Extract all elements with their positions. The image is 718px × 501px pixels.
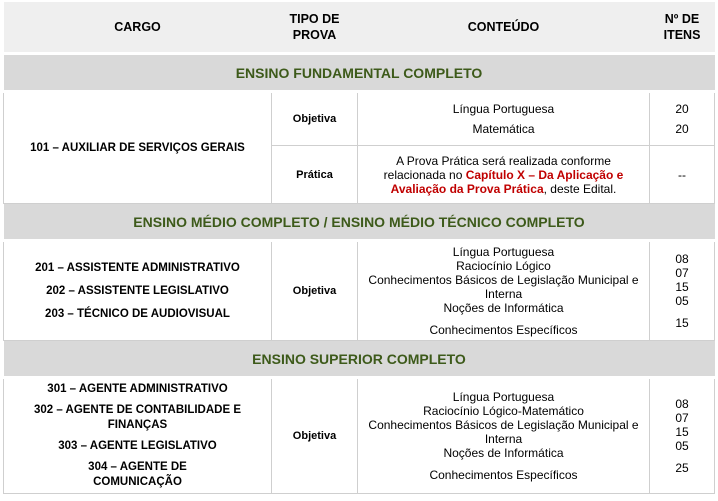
cargo-item: 303 – AGENTE LEGISLATIVO [58,440,217,452]
cargo-item: 301 – AGENTE ADMINISTRATIVO [47,383,228,395]
conteudo-item: Língua Portuguesa [452,245,555,259]
itens-value: 20 [675,102,689,116]
section-title-superior: ENSINO SUPERIOR COMPLETO [4,341,715,378]
itens-value: 08 [675,397,689,411]
tipo-objetiva-cell: Objetiva [272,92,358,146]
header-num-itens [650,2,715,54]
itens-value: 05 [675,439,689,453]
header-tipo-line2: PROVA [292,28,337,42]
itens-cell [650,378,715,494]
cargo-item: 203 – TÉCNICO DE AUDIOVISUAL [45,307,230,320]
conteudo-cell [358,92,650,146]
conteudo-item: Língua Portuguesa [452,102,555,116]
cargo-cell [4,378,272,494]
section-header-fundamental [4,54,715,92]
cargo-item: 101 – AUXILIAR DE SERVIÇOS GERAIS [30,141,245,154]
section-header-superior [4,341,715,378]
itens-cell [650,92,715,146]
section-header-medio [4,204,715,241]
itens-value: 15 [675,316,689,330]
tipo-objetiva-cell: Objetiva [272,378,358,494]
table-header-row [4,2,715,54]
pratica-itens: -- [650,146,715,204]
itens-value: 15 [675,280,689,294]
section-title-fundamental: ENSINO FUNDAMENTAL COMPLETO [4,54,715,92]
tipo-objetiva-cell: Objetiva [272,241,358,341]
itens-value: 15 [675,425,689,439]
itens-cell [650,241,715,341]
table-row [4,241,715,341]
cargo-cell [4,241,272,341]
itens-value: 07 [675,266,689,280]
header-tipo-prova [272,2,358,54]
header-conteudo: CONTEÚDO [358,2,650,54]
itens-value: 20 [675,122,689,136]
conteudo-item: Raciocínio Lógico [456,259,551,273]
section-title-medio: ENSINO MÉDIO COMPLETO / ENSINO MÉDIO TÉCNICO COMPLETO [4,204,715,241]
header-itens-line2: ITENS [663,28,701,42]
conteudo-item: Raciocínio Lógico-Matemático [423,404,584,418]
conteudo-item: Matemática [472,122,535,136]
header-tipo-line1: TIPO DE [289,12,340,26]
conteudo-item: Conhecimentos Básicos de Legislação Municipal e Interna [368,418,639,446]
conteudo-cell [358,378,650,494]
itens-value: 08 [675,252,689,266]
pratica-description [358,146,650,204]
conteudo-item: Conhecimentos Específicos [429,323,578,337]
pratica-text-2: relacionada no [383,167,466,182]
itens-value: 25 [675,461,689,475]
cargo-item: 201 – ASSISTENTE ADMINISTRATIVO [35,261,240,274]
tipo-pratica-cell: Prática [272,146,358,204]
cargo-item: 202 – ASSISTENTE LEGISLATIVO [46,284,229,297]
cargo-item: 302 – AGENTE DE CONTABILIDADE E FINANÇAS [33,404,242,431]
pratica-text-1: A Prova Prática será realizada conforme [396,153,611,168]
table-row [4,92,715,146]
conteudo-item: Língua Portuguesa [452,390,555,404]
itens-value: 07 [675,411,689,425]
header-itens-line1: Nº DE [664,12,700,26]
cargo-item: 304 – AGENTE DE COMUNICAÇÃO [88,461,187,488]
pratica-chapter-reference: Capítulo X – Da Aplicação e Avaliação da Prova Prática [390,167,624,196]
cargo-cell [4,92,272,204]
conteudo-item: Noções de Informática [443,446,564,460]
pratica-text-3: , deste Edital. [543,181,617,196]
itens-value: 05 [675,294,689,308]
conteudo-item: Noções de Informática [443,301,564,315]
header-cargo: CARGO [4,2,272,54]
conteudo-cell [358,241,650,341]
conteudo-item: Conhecimentos Básicos de Legislação Municipal e Interna [368,273,639,301]
table-row [4,378,715,494]
exam-content-table [3,2,715,494]
conteudo-item: Conhecimentos Específicos [429,468,578,482]
